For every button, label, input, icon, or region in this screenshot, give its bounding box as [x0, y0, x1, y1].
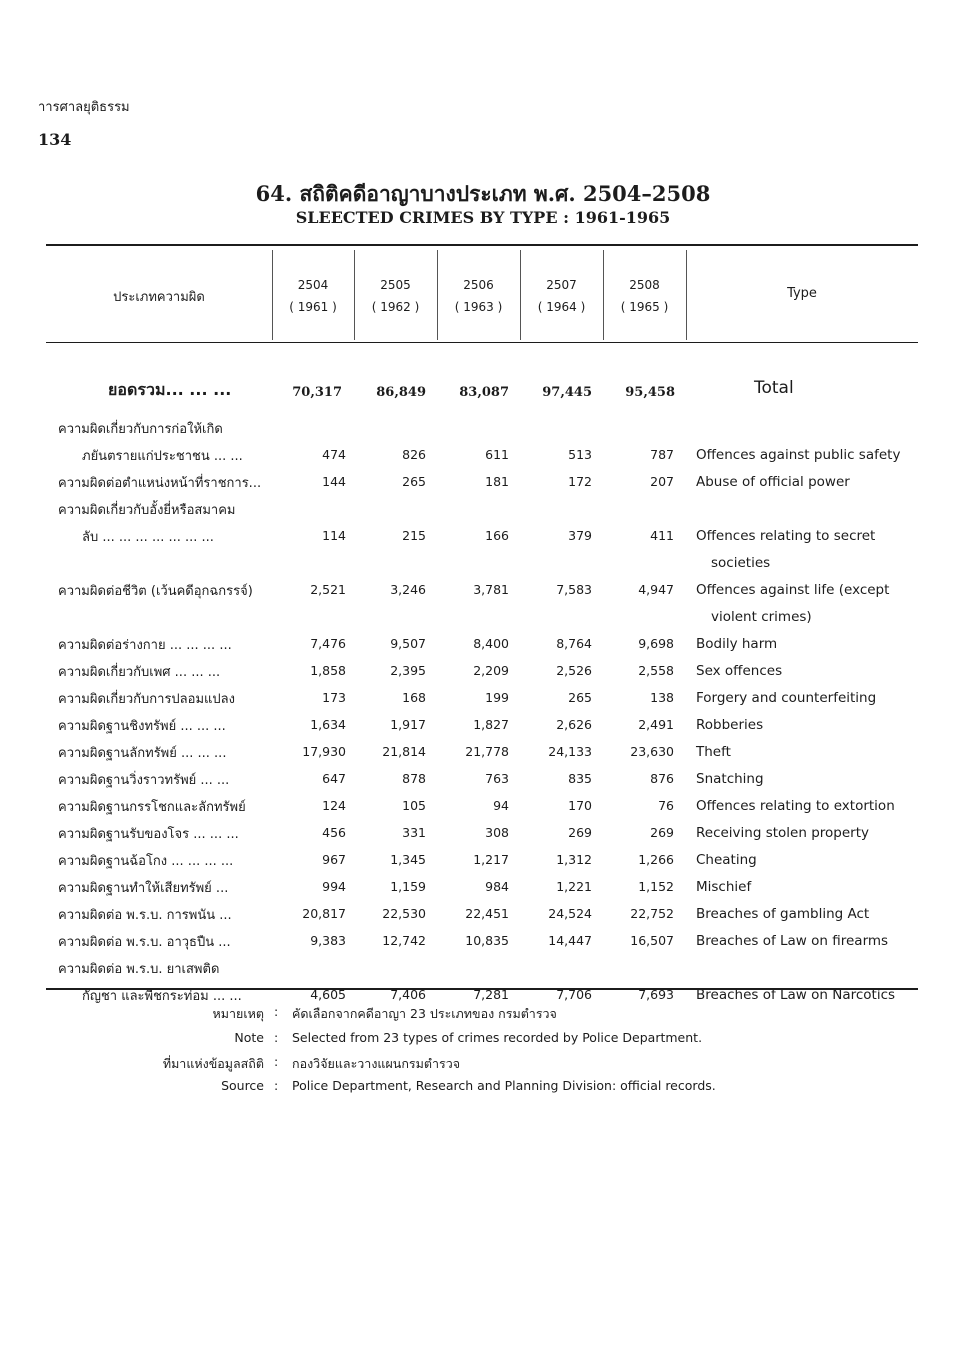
running-header: าารศาลยุติธรรม: [38, 100, 130, 115]
note-text: กองวิจัยและวางแผนกรมตำรวจ: [292, 1056, 461, 1071]
row-label-english: Offences against public safety: [696, 447, 901, 463]
year-header-be: 2505: [380, 278, 411, 292]
row-value: 835: [568, 771, 592, 786]
row-label-english: Snatching: [696, 771, 764, 787]
row-label-thai: ความผิดเกี่ยวกับการปลอมแปลง: [58, 692, 235, 707]
row-value: 3,246: [390, 582, 426, 597]
row-value: 9,698: [638, 636, 674, 651]
row-value: 172: [568, 474, 592, 489]
row-value: 1,221: [556, 879, 592, 894]
row-value: 994: [322, 879, 346, 894]
row-value: 876: [650, 771, 674, 786]
row-value: 144: [322, 474, 346, 489]
row-label-english: Breaches of Law on firearms: [696, 933, 889, 949]
year-header-be: 2504: [297, 278, 329, 292]
row-label-thai: ภยันตรายแก่ประชาชน ... ...: [82, 449, 243, 464]
row-value: 22,451: [465, 906, 509, 921]
row-value: 826: [402, 447, 426, 462]
row-value: 4,947: [638, 582, 674, 597]
note-label: Source: [221, 1078, 264, 1093]
row-value: 166: [485, 528, 509, 543]
row-value: 22,752: [630, 906, 674, 921]
row-value: 2,395: [390, 663, 426, 678]
row-value: 17,930: [302, 744, 346, 759]
row-value: 7,281: [473, 987, 509, 1002]
total-value: 95,458: [625, 385, 675, 400]
total-label-english: Total: [754, 378, 794, 398]
row-value: 7,406: [390, 987, 426, 1002]
row-value: 8,764: [556, 636, 592, 651]
row-value: 3,781: [473, 582, 509, 597]
row-value: 1,345: [390, 852, 426, 867]
row-label-thai: ลับ ... ... ... ... ... ... ...: [82, 530, 214, 545]
column-divider: [603, 250, 604, 340]
row-value: 269: [568, 825, 592, 840]
row-label-thai: ความผิดฐานฉ้อโกง ... ... ... ...: [58, 854, 234, 869]
column-divider: [272, 250, 273, 340]
year-header-ce: ( 1961 ): [289, 300, 337, 314]
row-value: 173: [322, 690, 346, 705]
row-label-thai: ความผิดต่อชีวิต (เว้นคดีอุกฉกรรจ์): [58, 584, 253, 599]
total-value: 86,849: [376, 385, 426, 400]
row-value: 138: [650, 690, 674, 705]
row-label-thai: กัญชา และพืชกระท่อม ... ...: [82, 989, 242, 1004]
row-label-english: Offences relating to secret: [696, 528, 876, 544]
row-value: 411: [650, 528, 674, 543]
row-value: 9,507: [390, 636, 426, 651]
row-value: 379: [568, 528, 592, 543]
row-value: 1,152: [638, 879, 674, 894]
header-bottom-rule: [46, 342, 918, 343]
row-value: 1,634: [310, 717, 346, 732]
note-text: Selected from 23 types of crimes recorded by Police Department.: [292, 1030, 703, 1045]
row-value: 2,626: [556, 717, 592, 732]
row-label-thai: ความผิดต่อ พ.ร.บ. อาวุธปืน ...: [58, 935, 231, 950]
row-label-english: Breaches of gambling Act: [696, 906, 870, 922]
row-value: 308: [485, 825, 509, 840]
row-value: 1,217: [473, 852, 509, 867]
row-value: 611: [485, 447, 509, 462]
row-value: 1,266: [638, 852, 674, 867]
row-label-thai: ความผิดต่อ พ.ร.บ. ยาเสพติด: [58, 962, 220, 977]
row-label-thai: ความผิดฐานทำให้เสียทรัพย์ ...: [58, 881, 229, 896]
row-label-thai: ความผิดเกี่ยวกับการก่อให้เกิด: [58, 422, 223, 437]
row-value: 7,476: [310, 636, 346, 651]
row-label-english: Receiving stolen property: [696, 825, 869, 841]
row-value: 94: [493, 798, 509, 813]
year-header-be: 2508: [629, 278, 660, 292]
column-divider: [520, 250, 521, 340]
row-value: 984: [485, 879, 509, 894]
row-label-english: Cheating: [696, 852, 757, 868]
year-header-ce: ( 1964 ): [537, 300, 586, 314]
row-label-english: Bodily harm: [696, 636, 778, 652]
row-value: 1,858: [310, 663, 346, 678]
total-value: 70,317: [292, 385, 342, 400]
row-value: 1,312: [556, 852, 592, 867]
row-value: 199: [485, 690, 509, 705]
row-value: 124: [322, 798, 346, 813]
row-value: 7,693: [638, 987, 674, 1002]
row-label-thai: ความผิดฐานวิ่งราวทรัพย์ ... ...: [58, 773, 230, 788]
total-value: 83,087: [459, 385, 509, 400]
row-value: 215: [402, 528, 426, 543]
row-value: 265: [568, 690, 592, 705]
row-label-thai: ความผิดฐานชิงทรัพย์ ... ... ...: [58, 719, 226, 734]
row-label-english: Abuse of official power: [696, 474, 850, 490]
row-value: 2,558: [638, 663, 674, 678]
row-value: 787: [650, 447, 674, 462]
row-value: 24,524: [548, 906, 592, 921]
row-value: 21,778: [465, 744, 509, 759]
row-label-thai: ความผิดต่อตำแหน่งหน้าที่ราชการ...: [58, 476, 262, 491]
row-label-thai: ความผิดต่อ พ.ร.บ. การพนัน ...: [58, 908, 232, 923]
note-colon: :: [274, 1030, 279, 1045]
row-value: 207: [650, 474, 674, 489]
row-value: 4,605: [310, 987, 346, 1002]
row-value: 7,706: [556, 987, 592, 1002]
column-header-type-thai: ประเภทความผิด: [113, 290, 205, 305]
row-value: 7,583: [556, 582, 592, 597]
total-value: 97,445: [542, 385, 592, 400]
row-value: 114: [322, 528, 346, 543]
table-title-english: SLEECTED CRIMES BY TYPE : 1961-1965: [295, 208, 671, 227]
row-value: 647: [322, 771, 346, 786]
year-header-be: 2507: [546, 278, 577, 292]
row-label-thai: ความผิดเกี่ยวกับอั้งยี่หรือสมาคม: [58, 503, 236, 518]
row-value: 181: [485, 474, 509, 489]
row-value: 265: [402, 474, 426, 489]
column-divider: [354, 250, 355, 340]
row-value: 22,530: [382, 906, 426, 921]
row-value: 1,827: [473, 717, 509, 732]
note-colon: :: [274, 1004, 279, 1019]
table-title-thai: 64. สถิติคดีอาญาบางประเภท พ.ศ. 2504–2508: [255, 181, 711, 206]
row-value: 14,447: [548, 933, 592, 948]
row-value: 23,630: [630, 744, 674, 759]
table-top-rule: [46, 244, 918, 246]
row-value: 1,917: [390, 717, 426, 732]
note-text: Police Department, Research and Planning Division: official records.: [292, 1078, 716, 1093]
year-header-ce: ( 1965 ): [620, 300, 669, 314]
year-header-be: 2506: [463, 278, 494, 292]
row-value: 2,526: [556, 663, 592, 678]
row-value: 331: [402, 825, 426, 840]
row-label-english: Theft: [696, 744, 731, 760]
row-value: 24,133: [548, 744, 592, 759]
row-label-english: Forgery and counterfeiting: [696, 690, 877, 706]
row-value: 269: [650, 825, 674, 840]
column-header-type-english: Type: [787, 286, 817, 301]
row-value: 1,159: [390, 879, 426, 894]
row-value: 2,491: [638, 717, 674, 732]
page-number: 134: [38, 130, 72, 149]
row-value: 456: [322, 825, 346, 840]
row-label-english: Offences against life (except: [696, 582, 890, 598]
row-value: 20,817: [302, 906, 346, 921]
row-label-english: Offences relating to extortion: [696, 798, 895, 814]
total-label-thai: ยอดรวม... ... ...: [108, 380, 232, 399]
row-label-thai: ความผิดฐานกรรโชกและลักทรัพย์: [58, 800, 246, 815]
row-label-thai: ความผิดฐานรับของโจร ... ... ...: [58, 827, 239, 842]
row-label-thai: ความผิดต่อร่างกาย ... ... ... ...: [58, 638, 232, 653]
note-colon: :: [274, 1078, 279, 1093]
row-value: 16,507: [630, 933, 674, 948]
row-value: 474: [322, 447, 346, 462]
row-value: 967: [322, 852, 346, 867]
row-value: 170: [568, 798, 592, 813]
row-label-english: Robberies: [696, 717, 764, 733]
row-label-english: Breaches of Law on Narcotics: [696, 987, 896, 1003]
row-label-english: Mischief: [696, 879, 752, 895]
row-value: 168: [402, 690, 426, 705]
row-value: 2,521: [310, 582, 346, 597]
row-value: 8,400: [473, 636, 509, 651]
row-label-english: societies: [711, 555, 771, 571]
year-header-ce: ( 1962 ): [371, 300, 420, 314]
row-label-english: Sex offences: [696, 663, 783, 679]
note-label: หมายเหตุ: [212, 1006, 264, 1021]
row-value: 12,742: [382, 933, 426, 948]
row-label-english: violent crimes): [711, 609, 812, 625]
note-colon: :: [274, 1054, 279, 1069]
row-value: 513: [568, 447, 592, 462]
column-divider: [437, 250, 438, 340]
note-label: Note: [234, 1030, 264, 1045]
row-value: 763: [485, 771, 509, 786]
row-value: 878: [402, 771, 426, 786]
row-label-thai: ความผิดฐานลักทรัพย์ ... ... ...: [58, 746, 227, 761]
row-value: 105: [402, 798, 426, 813]
row-value: 21,814: [382, 744, 426, 759]
row-value: 10,835: [465, 933, 509, 948]
note-label: ที่มาแห่งข้อมูลสถิติ: [162, 1056, 264, 1071]
row-label-thai: ความผิดเกี่ยวกับเพศ ... ... ...: [58, 665, 221, 680]
note-text: คัดเลือกจากคดีอาญา 23 ประเภทของ กรมตำรวจ: [292, 1006, 557, 1021]
row-value: 9,383: [310, 933, 346, 948]
row-value: 2,209: [473, 663, 509, 678]
year-header-ce: ( 1963 ): [454, 300, 503, 314]
row-value: 76: [658, 798, 674, 813]
